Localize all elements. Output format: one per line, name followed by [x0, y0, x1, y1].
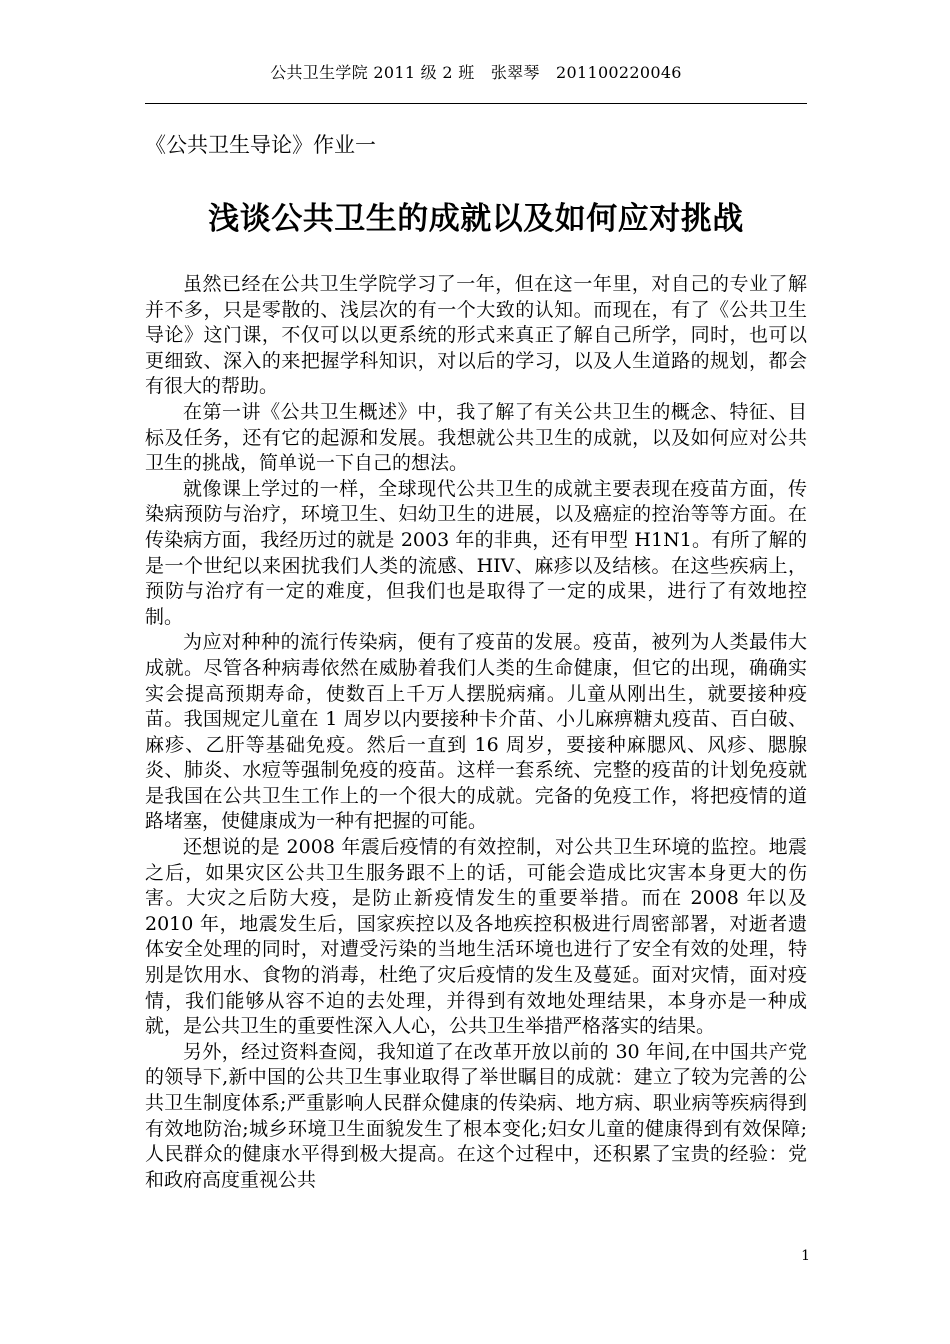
paragraph: 为应对种种的流行传染病，便有了疫苗的发展。疫苗，被列为人类最伟大成就。尽管各种病毒依然在威胁着我们人类的生命健康，但它的出现，确确实实会提高预期寿命，使数百上千万人摆脱病痛。儿童从刚出生，就要接种疫苗。我国规定儿童在 1 周岁以内要接种卡介苗、小儿麻痹糖丸疫苗、百白破、麻疹、乙肝等基础免疫。然后一直到 16 周岁，要接种麻腮风、风疹、腮腺炎、肺炎、水痘等强制免疫的疫苗。这样一套系统、完整的疫苗的计划免疫就是我国在公共卫生工作上的一个很大的成就。完备的免疫工作，将把疫情的道路堵塞，使健康成为一种有把握的可能。 — [145, 631, 807, 833]
paragraph: 还想说的是 2008 年震后疫情的有效控制，对公共卫生环境的监控。地震之后，如果灾区公共卫生服务跟不上的话，可能会造成比灾害本身更大的伤害。大灾之后防大疫，是防止新疫情发生的重要举措。而在 2008 年以及 2010 年，地震发生后，国家疾控以及各地疾控积极进行周密部署，对逝者遗体安全处理的同时，对遭受污染的当地生活环境也进行了安全有效的处理，特别是饮用水、食物的消毒，杜绝了灾后疫情的发生及蔓延。面对灾情，面对疫情，我们能够从容不迫的去处理，并得到有效地处理结果，本身亦是一种成就，是公共卫生的重要性深入人心，公共卫生举措严格落实的结果。 — [145, 836, 807, 1038]
page-header: 公共卫生学院 2011 级 2 班 张翠琴 201100220046 — [270, 63, 682, 82]
paragraph: 虽然已经在公共卫生学院学习了一年，但在这一年里，对自己的专业了解并不多，只是零散的、浅层次的有一个大致的认知。而现在，有了《公共卫生导论》这门课，不仅可以以更系统的形式来真正了解自己所学，同时，也可以更细致、深入的来把握学科知识，对以后的学习，以及人生道路的规划，都会有很大的帮助。 — [145, 273, 807, 398]
paragraph: 另外，经过资料查阅，我知道了在改革开放以前的 30 年间,在中国共产党的领导下,新中国的公共卫生事业取得了举世瞩目的成就：建立了较为完善的公共卫生制度体系;严重影响人民群众健康的传染病、地方病、职业病等疾病得到有效地防治;城乡环境卫生面貌发生了根本变化;妇女儿童的健康得到有效保障;人民群众的健康水平得到极大提高。在这个过程中，还积累了宝贵的经验：党和政府高度重视公共 — [145, 1040, 807, 1191]
paragraph: 在第一讲《公共卫生概述》中，我了解了有关公共卫生的概念、特征、目标及任务，还有它的起源和发展。我想就公共卫生的成就，以及如何应对公共卫生的挑战，简单说一下自己的想法。 — [145, 400, 807, 475]
page-number: 1 — [801, 1248, 810, 1264]
course-assignment-label: 《公共卫生导论》作业一 — [145, 133, 376, 157]
paragraph: 就像课上学过的一样，全球现代公共卫生的成就主要表现在疫苗方面，传染病预防与治疗，环境卫生、妇幼卫生的进展，以及癌症的控治等等方面。在传染病方面，我经历过的就是 2003 年的非典，还有甲型 H1N1。有所了解的是一个世纪以来困扰我们人类的流感、HIV、麻疹以及结核。在这些疾病上，预防与治疗有一定的难度，但我们也是取得了一定的成果，进行了有效地控制。 — [145, 477, 807, 628]
document-body — [145, 272, 807, 1193]
header-divider — [145, 103, 807, 104]
document-title: 浅谈公共卫生的成就以及如何应对挑战 — [208, 201, 744, 237]
